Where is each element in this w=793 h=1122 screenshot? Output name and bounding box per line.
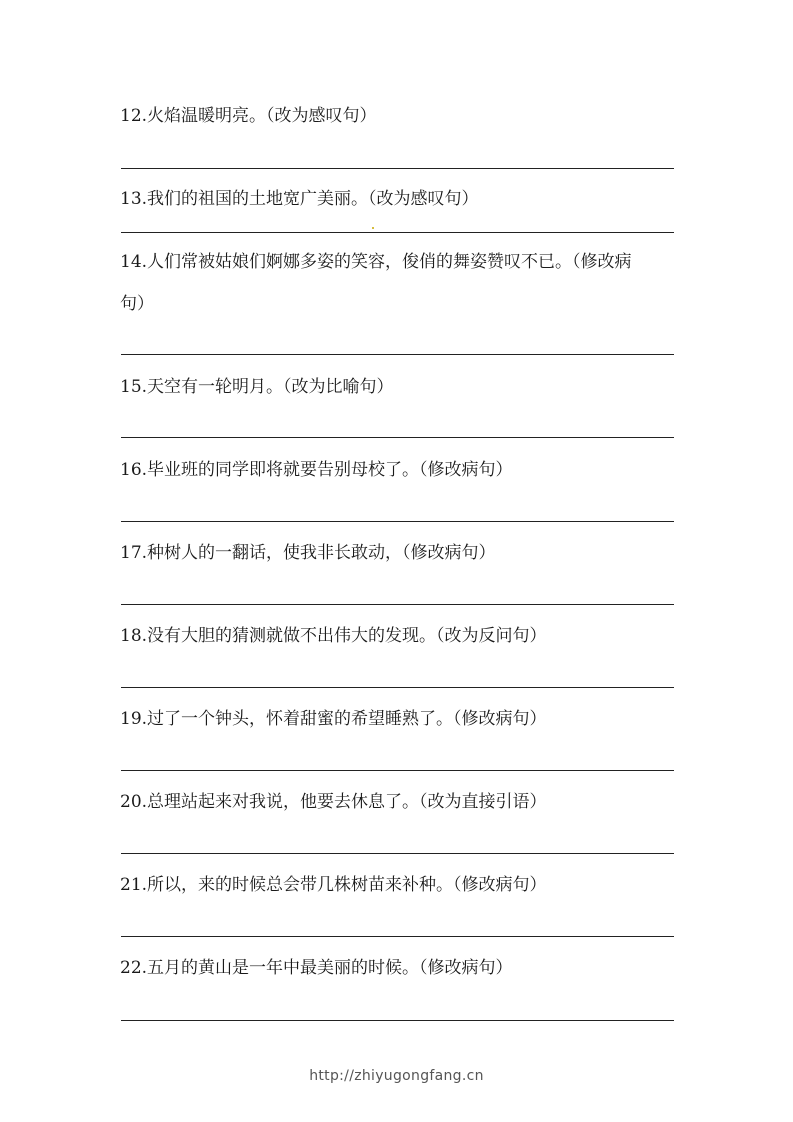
question-14-line1: 14.人们常被姑娘们婀娜多姿的笑容，俊俏的舞姿赞叹不已。（修改病 [120,252,632,272]
answer-line-12 [121,168,674,169]
question-21: 21.所以，来的时候总会带几株树苗来补种。（修改病句） [120,875,547,895]
question-16: 16.毕业班的同学即将就要告别母校了。（修改病句） [120,460,513,480]
answer-line-17 [121,604,674,605]
footer-url: http://zhiyugongfang.cn [309,1068,484,1084]
answer-line-21 [121,936,674,937]
answer-line-20 [121,853,674,854]
question-13: 13.我们的祖国的土地宽广美丽。（改为感叹句） [120,189,479,209]
answer-line-19 [121,770,674,771]
answer-line-16 [121,521,674,522]
question-20: 20.总理站起来对我说，他要去休息了。（改为直接引语） [120,792,547,812]
question-22: 22.五月的黄山是一年中最美丽的时候。（修改病句） [120,958,513,978]
question-12: 12.火焰温暖明亮。（改为感叹句） [120,106,377,126]
question-15: 15.天空有一轮明月。（改为比喻句） [120,377,394,397]
answer-line-22 [121,1020,674,1021]
answer-line-18 [121,687,674,688]
answer-line-13 [121,232,674,233]
answer-line-14 [121,354,674,355]
question-19: 19.过了一个钟头，怀着甜蜜的希望睡熟了。（修改病句） [120,709,547,729]
answer-line-15 [121,437,674,438]
stray-dot-mark [372,227,374,229]
question-17: 17.种树人的一翻话，使我非长敢动，（修改病句） [120,543,496,563]
question-18: 18.没有大胆的猜测就做不出伟大的发现。（改为反问句） [120,626,547,646]
question-14-line2: 句） [120,294,154,314]
